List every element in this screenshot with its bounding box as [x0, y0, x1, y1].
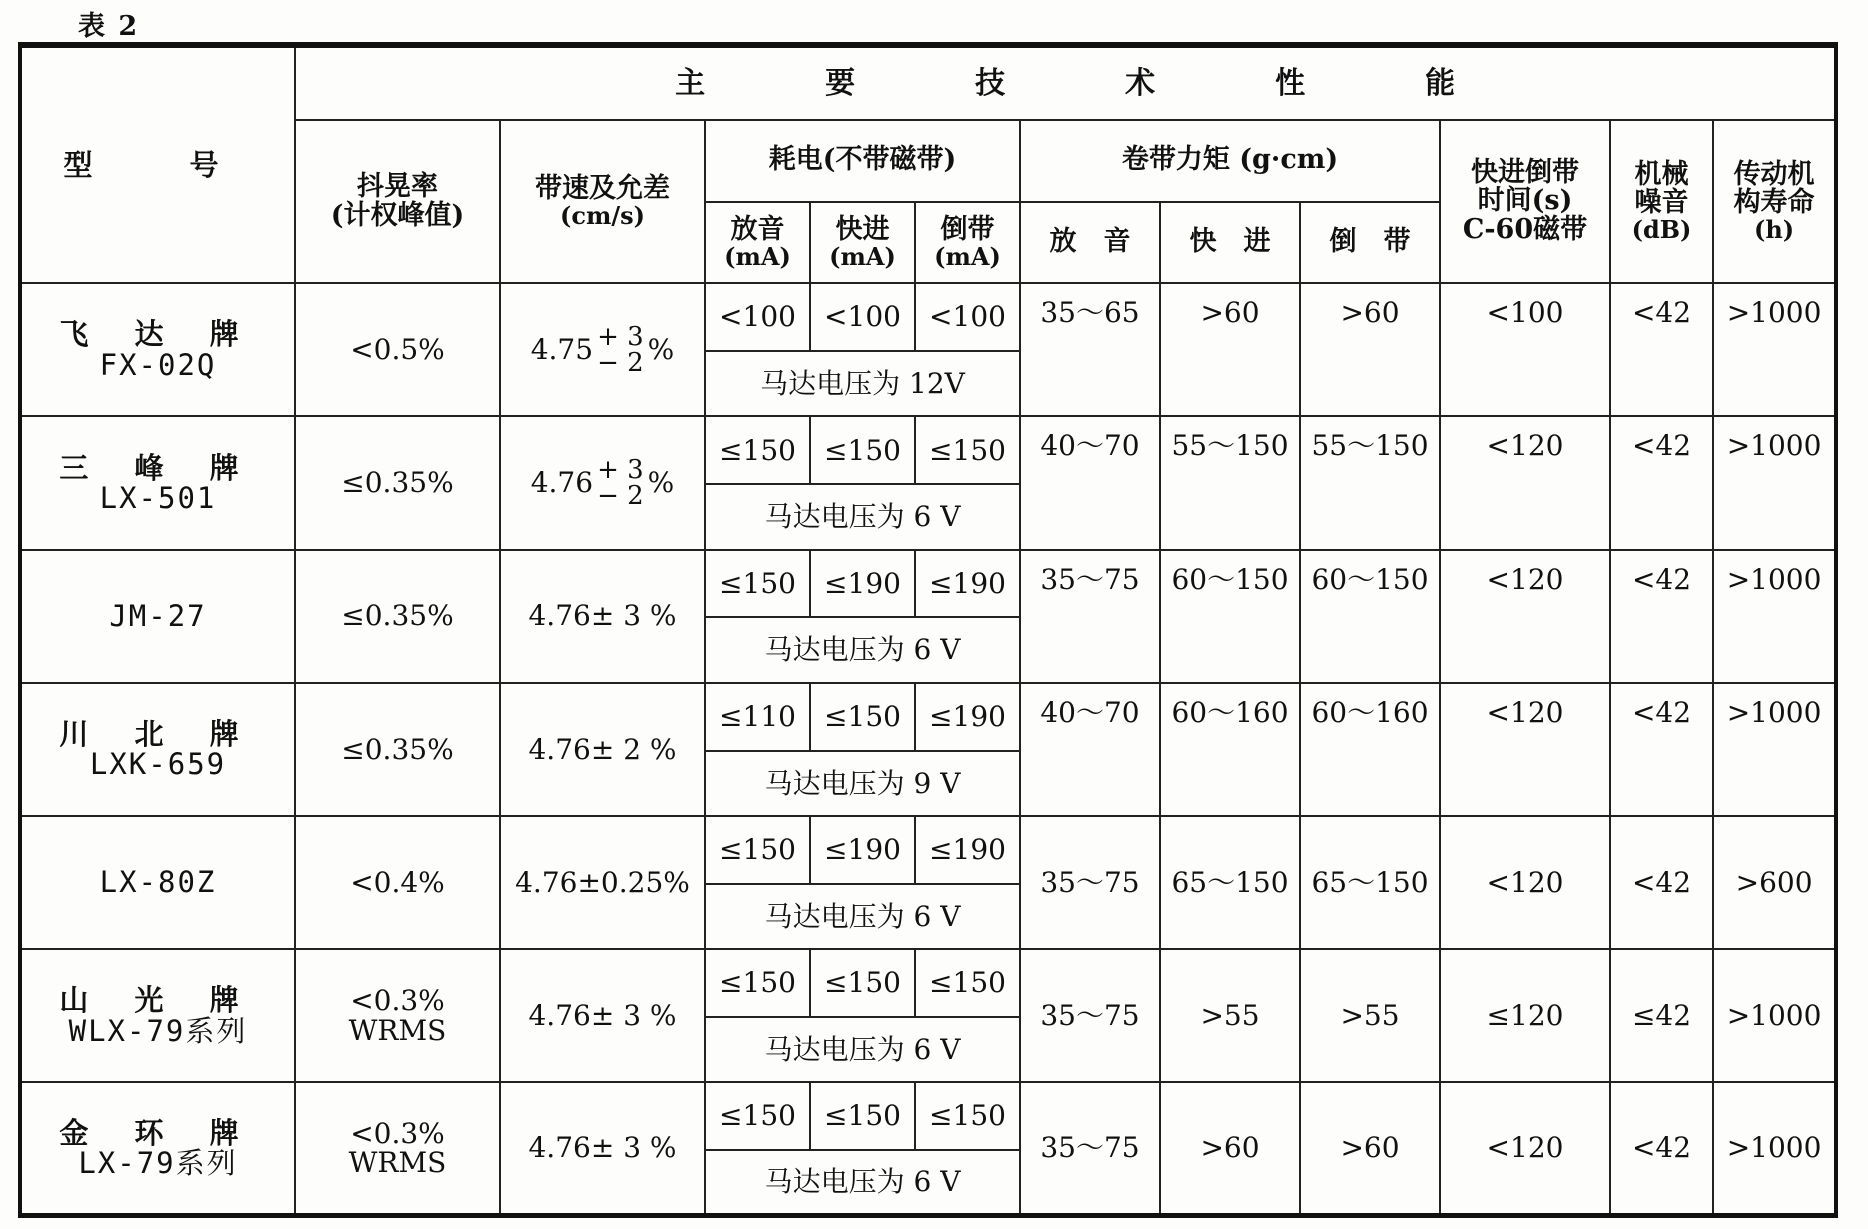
power-play-cell: ≤110 — [705, 683, 810, 751]
model-code: FX-02Q — [99, 347, 217, 382]
header-main-char: 能 — [1425, 65, 1456, 101]
speed-base: 4.76 — [530, 466, 594, 500]
torque-rew-cell: >55 — [1300, 949, 1440, 1082]
model-code: WLX-79系列 — [68, 1013, 248, 1048]
model-code: LX-80Z — [99, 865, 217, 900]
ffrew-cell: <120 — [1440, 550, 1610, 683]
model-cell — [20, 283, 295, 416]
wow-value: <0.5% — [350, 333, 445, 367]
power-play-cell: <100 — [705, 283, 810, 351]
wow-value: ≤0.35% — [341, 599, 454, 633]
header-main — [295, 45, 1836, 120]
header-wow — [295, 120, 500, 284]
header-power-ff-label: 快进 — [835, 213, 890, 245]
ffrew-cell: <120 — [1440, 816, 1610, 949]
speed-value: 4.76± 3 % — [528, 1131, 677, 1165]
header-power-rew — [915, 202, 1020, 284]
voltage-cell: 马达电压为 6 V — [705, 484, 1020, 549]
life-cell: >1000 — [1713, 949, 1836, 1082]
speed-plus: + 3 — [597, 321, 644, 352]
model-code: LXK-659 — [89, 747, 227, 782]
torque-ff-cell: 60～150 — [1160, 550, 1300, 683]
power-ff-cell: ≤190 — [810, 550, 915, 618]
noise-cell: <42 — [1610, 816, 1713, 949]
ffrew-cell: <100 — [1440, 283, 1610, 416]
power-rew-cell: ≤150 — [915, 949, 1020, 1017]
life-cell: >1000 — [1713, 550, 1836, 683]
speed-minus: − 2 — [597, 347, 644, 378]
torque-ff-cell: >60 — [1160, 283, 1300, 416]
power-ff-cell: <100 — [810, 283, 915, 351]
speed-minus: − 2 — [597, 481, 644, 512]
noise-cell: <42 — [1610, 1082, 1713, 1215]
noise-cell: <42 — [1610, 550, 1713, 683]
wow-weighting: WRMS — [348, 1146, 447, 1180]
wow-cell — [295, 1082, 500, 1215]
model-code: LX-79系列 — [78, 1146, 238, 1181]
model-cell — [20, 550, 295, 683]
spec-table — [18, 42, 1838, 1218]
voltage-cell: 马达电压为 12V — [705, 351, 1020, 416]
model-brand: 山 光 牌 — [59, 983, 257, 1018]
power-rew-cell: ≤190 — [915, 550, 1020, 618]
wow-value: <0.3% — [350, 1116, 445, 1150]
power-rew-cell: ≤190 — [915, 683, 1020, 751]
power-ff-cell: ≤190 — [810, 816, 915, 884]
table-caption: 表 2 — [78, 11, 140, 42]
speed-plus-minus — [597, 321, 644, 378]
power-play-cell: ≤150 — [705, 949, 810, 1017]
torque-rew-cell: 65～150 — [1300, 816, 1440, 949]
table-row — [20, 1082, 1836, 1150]
header-life-sub: 构寿命 — [1733, 186, 1815, 218]
table-row — [20, 550, 1836, 618]
wow-cell — [295, 550, 500, 683]
speed-plus: + 3 — [597, 455, 644, 486]
torque-play-cell: 35～75 — [1020, 816, 1160, 949]
wow-cell — [295, 683, 500, 816]
header-torque-play: 放 音 — [1020, 202, 1160, 284]
wow-cell — [295, 416, 500, 549]
wow-value: <0.4% — [350, 865, 445, 899]
wow-value: ≤0.35% — [341, 466, 454, 500]
wow-value: <0.3% — [350, 984, 445, 1018]
wow-cell — [295, 283, 500, 416]
torque-ff-cell: 65～150 — [1160, 816, 1300, 949]
header-model: 型 号 — [20, 45, 295, 283]
model-cell — [20, 1082, 295, 1215]
life-cell: >1000 — [1713, 416, 1836, 549]
speed-percent: % — [647, 333, 675, 367]
life-cell: >1000 — [1713, 683, 1836, 816]
header-power-play-label: 放音 — [730, 213, 785, 245]
torque-rew-cell: >60 — [1300, 283, 1440, 416]
model-cell — [20, 416, 295, 549]
header-noise-label: 机械 — [1634, 158, 1689, 190]
header-noise — [1610, 120, 1713, 284]
model-cell — [20, 816, 295, 949]
table-row — [20, 683, 1836, 751]
voltage-cell: 马达电压为 6 V — [705, 1017, 1020, 1082]
header-speed-label: 带速及允差 — [535, 172, 670, 204]
model-brand: 三 峰 牌 — [59, 450, 257, 485]
header-row-1 — [20, 45, 1836, 120]
speed-cell — [500, 683, 705, 816]
ffrew-cell: <120 — [1440, 683, 1610, 816]
header-ffrew-tape: C-60磁带 — [1462, 213, 1588, 245]
speed-cell — [500, 1082, 705, 1215]
power-rew-cell: ≤190 — [915, 816, 1020, 884]
power-rew-cell: ≤150 — [915, 1082, 1020, 1150]
header-power-ff-unit: (mA) — [829, 241, 896, 271]
model-brand: 金 环 牌 — [59, 1115, 257, 1150]
torque-rew-cell: 60～150 — [1300, 550, 1440, 683]
header-speed — [500, 120, 705, 284]
torque-ff-cell: 60～160 — [1160, 683, 1300, 816]
power-play-cell: ≤150 — [705, 816, 810, 884]
header-main-char: 性 — [1275, 65, 1306, 101]
table-row — [20, 283, 1836, 351]
model-code: LX-501 — [99, 481, 217, 516]
speed-cell — [500, 550, 705, 683]
header-main-char: 主 — [675, 65, 706, 101]
wow-cell — [295, 816, 500, 949]
life-cell: >1000 — [1713, 283, 1836, 416]
speed-base: 4.75 — [530, 333, 594, 367]
header-torque-rew: 倒 带 — [1300, 202, 1440, 284]
speed-value: 4.76± 2 % — [528, 732, 677, 766]
speed-plus-minus — [597, 455, 644, 512]
model-cell — [20, 949, 295, 1082]
noise-cell: ≤42 — [1610, 949, 1713, 1082]
torque-play-cell: 40～70 — [1020, 683, 1160, 816]
power-ff-cell: ≤150 — [810, 683, 915, 751]
header-power-rew-unit: (mA) — [934, 241, 1001, 271]
speed-value: 4.76±0.25% — [515, 865, 690, 899]
power-ff-cell: ≤150 — [810, 1082, 915, 1150]
model-brand: 飞 达 牌 — [59, 317, 257, 352]
header-ffrew-sub: 时间(s) — [1477, 185, 1573, 217]
speed-value: 4.76± 3 % — [528, 599, 677, 633]
power-ff-cell: ≤150 — [810, 949, 915, 1017]
ffrew-cell: ≤120 — [1440, 949, 1610, 1082]
header-wow-label: 抖晃率 — [357, 171, 438, 203]
torque-play-cell: 40～70 — [1020, 416, 1160, 549]
header-life-label: 传动机 — [1733, 158, 1815, 190]
speed-cell — [500, 816, 705, 949]
power-play-cell: ≤150 — [705, 1082, 810, 1150]
life-cell: >600 — [1713, 816, 1836, 949]
header-power: 耗电(不带磁带) — [705, 120, 1020, 202]
torque-rew-cell: 55～150 — [1300, 416, 1440, 549]
table-body — [20, 45, 1836, 1216]
wow-weighting: WRMS — [348, 1013, 447, 1047]
header-power-rew-label: 倒带 — [940, 213, 995, 245]
header-life-unit: (h) — [1753, 215, 1795, 245]
speed-tolerance — [530, 455, 675, 512]
voltage-cell: 马达电压为 9 V — [705, 751, 1020, 816]
header-torque-ff: 快 进 — [1160, 202, 1300, 284]
speed-value: 4.76± 3 % — [528, 998, 677, 1032]
speed-cell — [500, 416, 705, 549]
header-life — [1713, 120, 1836, 284]
torque-play-cell: 35～75 — [1020, 949, 1160, 1082]
table-row — [20, 416, 1836, 484]
noise-cell: <42 — [1610, 283, 1713, 416]
ffrew-cell: <120 — [1440, 1082, 1610, 1215]
ffrew-cell: <120 — [1440, 416, 1610, 549]
torque-play-cell: 35～75 — [1020, 1082, 1160, 1215]
model-code: JM-27 — [109, 598, 207, 633]
header-torque: 卷带力矩 (g·cm) — [1020, 120, 1440, 202]
torque-play-cell: 35～65 — [1020, 283, 1160, 416]
table-row — [20, 949, 1836, 1017]
voltage-cell: 马达电压为 6 V — [705, 617, 1020, 682]
model-brand: 川 北 牌 — [59, 716, 257, 751]
header-noise-unit: (dB) — [1631, 215, 1692, 245]
voltage-cell: 马达电压为 6 V — [705, 1150, 1020, 1216]
header-power-ff — [810, 202, 915, 284]
speed-tolerance — [530, 321, 675, 378]
power-rew-cell: ≤150 — [915, 416, 1020, 484]
power-ff-cell: ≤150 — [810, 416, 915, 484]
noise-cell: <42 — [1610, 416, 1713, 549]
torque-ff-cell: >60 — [1160, 1082, 1300, 1215]
header-wow-sub: (计权峰值) — [330, 199, 465, 231]
header-main-char: 技 — [975, 65, 1006, 101]
torque-rew-cell: >60 — [1300, 1082, 1440, 1215]
table-row — [20, 816, 1836, 884]
torque-play-cell: 35～75 — [1020, 550, 1160, 683]
header-speed-unit: (cm/s) — [560, 201, 645, 231]
speed-cell — [500, 283, 705, 416]
wow-cell — [295, 949, 500, 1082]
torque-ff-cell: 55～150 — [1160, 416, 1300, 549]
power-rew-cell: <100 — [915, 283, 1020, 351]
header-ffrew-label: 快进倒带 — [1471, 157, 1579, 188]
voltage-cell: 马达电压为 6 V — [705, 884, 1020, 949]
header-main-char: 要 — [825, 65, 856, 101]
noise-cell: <42 — [1610, 683, 1713, 816]
life-cell: >1000 — [1713, 1082, 1836, 1215]
model-cell — [20, 683, 295, 816]
header-noise-sub: 噪音 — [1634, 186, 1689, 218]
torque-rew-cell: 60～160 — [1300, 683, 1440, 816]
speed-percent: % — [647, 466, 675, 500]
power-play-cell: ≤150 — [705, 416, 810, 484]
speed-cell — [500, 949, 705, 1082]
power-play-cell: ≤150 — [705, 550, 810, 618]
header-power-play-unit: (mA) — [724, 241, 791, 271]
header-power-play — [705, 202, 810, 284]
header-ffrew — [1440, 120, 1610, 284]
header-main-char: 术 — [1125, 65, 1156, 101]
torque-ff-cell: >55 — [1160, 949, 1300, 1082]
wow-value: ≤0.35% — [341, 732, 454, 766]
